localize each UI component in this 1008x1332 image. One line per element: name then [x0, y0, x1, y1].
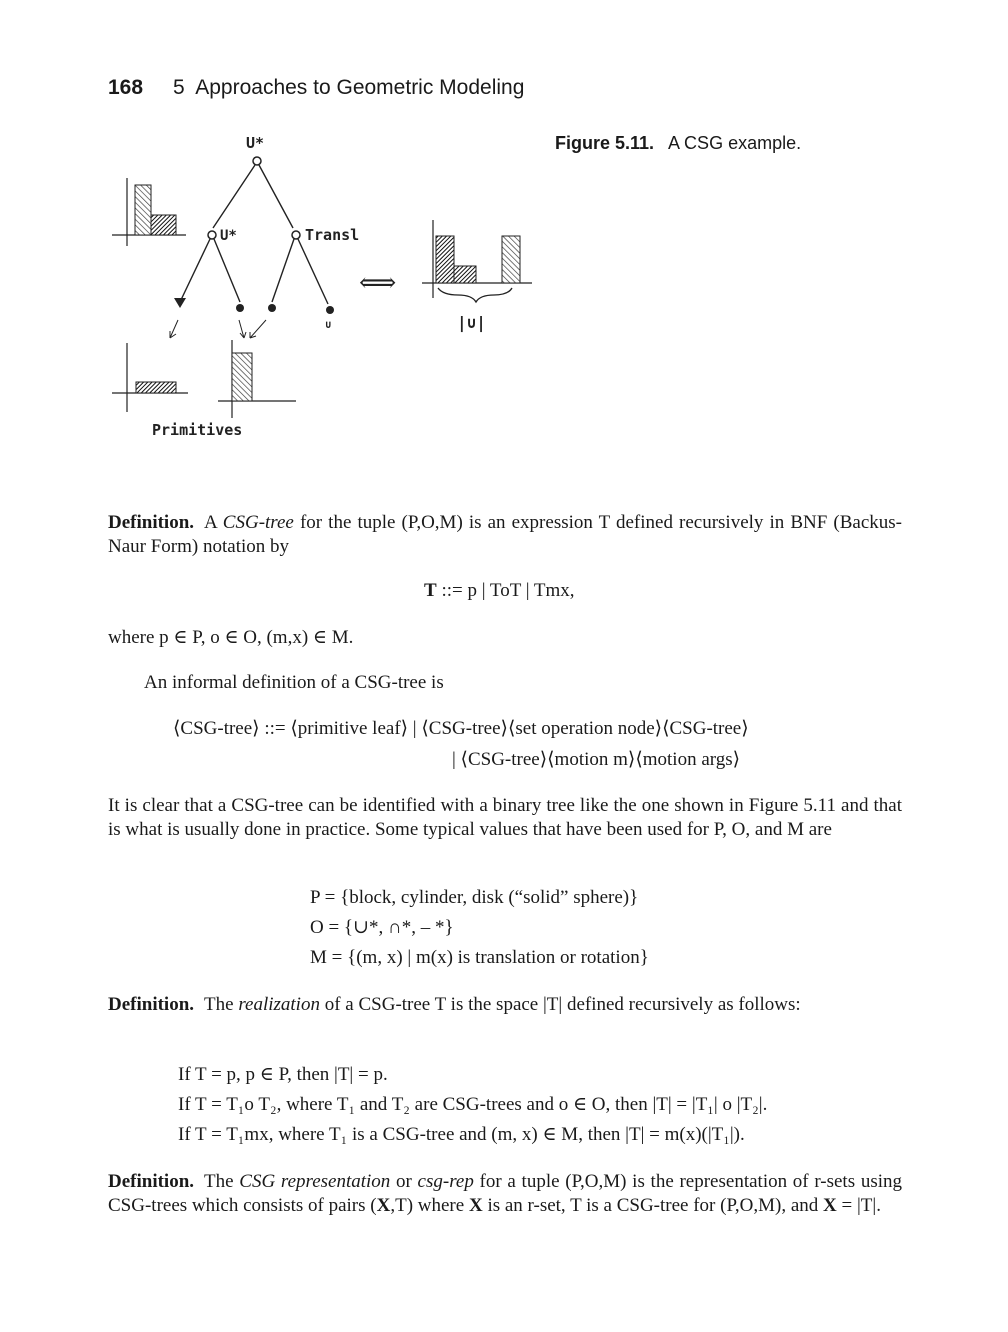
set-P: P = {block, cylinder, disk (“solid” sphere)}: [310, 887, 639, 908]
set-O: O = {∪*, ∩*, – *}: [310, 917, 454, 938]
realization-label: |∪|: [457, 313, 486, 332]
definition-text: = |T|.: [836, 1194, 881, 1216]
definition-lead: Definition.: [108, 1171, 195, 1192]
edge-root-right: [259, 165, 293, 228]
definition-realization: [108, 993, 902, 1017]
root-node: [253, 157, 261, 165]
realization-rules: [178, 1060, 767, 1150]
leaf-node: [236, 304, 244, 312]
definition-text: of a CSG-tree T is the space |T| defined recursively as follows:: [319, 994, 801, 1015]
primitives-label: Primitives: [152, 421, 243, 439]
primitive-block: [112, 343, 188, 412]
where-clause: where p ∈ P, o ∈ O, (m,x) ∈ M.: [108, 627, 354, 648]
informal-intro: An informal definition of a CSG-tree is: [144, 672, 444, 693]
left-op-label: U*: [220, 228, 237, 244]
definition-text: The: [204, 1171, 240, 1192]
definition-text: for the tuple (P,O,M) is an expression T defined recursively in BNF (Backus-Naur Form) notation by: [108, 512, 902, 557]
definition-csg-tree: [108, 511, 902, 558]
figure-caption-text: A CSG example.: [668, 133, 802, 153]
left-op-node: [208, 231, 216, 239]
bnf-formula: [424, 580, 575, 602]
definition-lead: Definition.: [108, 512, 195, 533]
definition-text: A: [204, 512, 223, 533]
definition-text: for a tuple (P,O,M) is the representation of r-sets using CSG-trees which consists of pairs (: [108, 1171, 902, 1216]
edge-root-left: [213, 165, 255, 228]
symbol-X: X: [468, 1194, 483, 1216]
body-paragraph: It is clear that a CSG-tree can be identified with a binary tree like the one shown in Figure 5.11 and that is what is usually done in practice. Some typical values that have been used for P, O, and M are: [108, 795, 902, 840]
csg-tree-diagram: [100, 128, 560, 458]
rule-3: If T = T₁mx, where T₁ is a CSG-tree and (m, x) ∈ M, then |T| = m(x)(|T₁|).: [178, 1124, 745, 1145]
term-csg-tree: CSG-tree: [222, 512, 294, 533]
figure-csg-example: [100, 128, 560, 458]
definition-text: is an r-set, T is a CSG-tree for (P,O,M), and: [482, 1194, 824, 1216]
right-op-label: Transl: [305, 226, 360, 244]
union-result-shape: [112, 178, 186, 246]
symbol-X: X: [823, 1194, 837, 1216]
informal-line-2: | ⟨CSG-tree⟩⟨motion m⟩⟨motion args⟩: [452, 749, 741, 770]
definition-lead: Definition.: [108, 994, 195, 1015]
chapter-title: 5 Approaches to Geometric Modeling: [173, 76, 525, 99]
formula-T: T: [424, 580, 437, 601]
leaf-node: [268, 304, 276, 312]
definition-csg-rep: [108, 1170, 902, 1217]
right-op-node: [292, 231, 300, 239]
set-definitions: [310, 883, 649, 973]
definition-text: or: [390, 1171, 418, 1192]
term-realization: realization: [238, 994, 320, 1015]
page-number: 168: [108, 76, 144, 99]
leaf-node: [326, 306, 334, 314]
rule-1: If T = p, p ∈ P, then |T| = p.: [178, 1064, 388, 1085]
rule-2: If T = T₁o T₂, where T₁ and T₂ are CSG-trees and o ∈ O, then |T| = |T₁| o |T₂|.: [178, 1094, 768, 1115]
term-csg-representation: CSG representation: [239, 1171, 391, 1192]
definition-text: The: [204, 994, 239, 1015]
brace: [438, 288, 512, 302]
formula-rest: ::= p | ToT | Tmx,: [436, 580, 575, 601]
realization-result-shape: [422, 220, 532, 302]
informal-line-1: ⟨CSG-tree⟩ ::= ⟨primitive leaf⟩ | ⟨CSG-tree⟩⟨set operation node⟩⟨CSG-tree⟩: [173, 718, 749, 739]
set-M: M = {(m, x) | m(x) is translation or rotation}: [310, 947, 649, 968]
small-op-label: ∪: [325, 318, 332, 331]
running-header: [108, 76, 524, 100]
figure-caption-label: Figure 5.11.: [555, 133, 655, 153]
equivalence-arrow: ⟺: [359, 268, 397, 297]
figure-caption: [555, 133, 801, 154]
root-op-label: U*: [246, 134, 265, 152]
term-csg-rep: csg-rep: [417, 1171, 474, 1192]
symbol-X: X: [376, 1194, 391, 1216]
primitive-tall-block: [218, 340, 296, 418]
definition-text: ,T) where: [390, 1194, 469, 1216]
